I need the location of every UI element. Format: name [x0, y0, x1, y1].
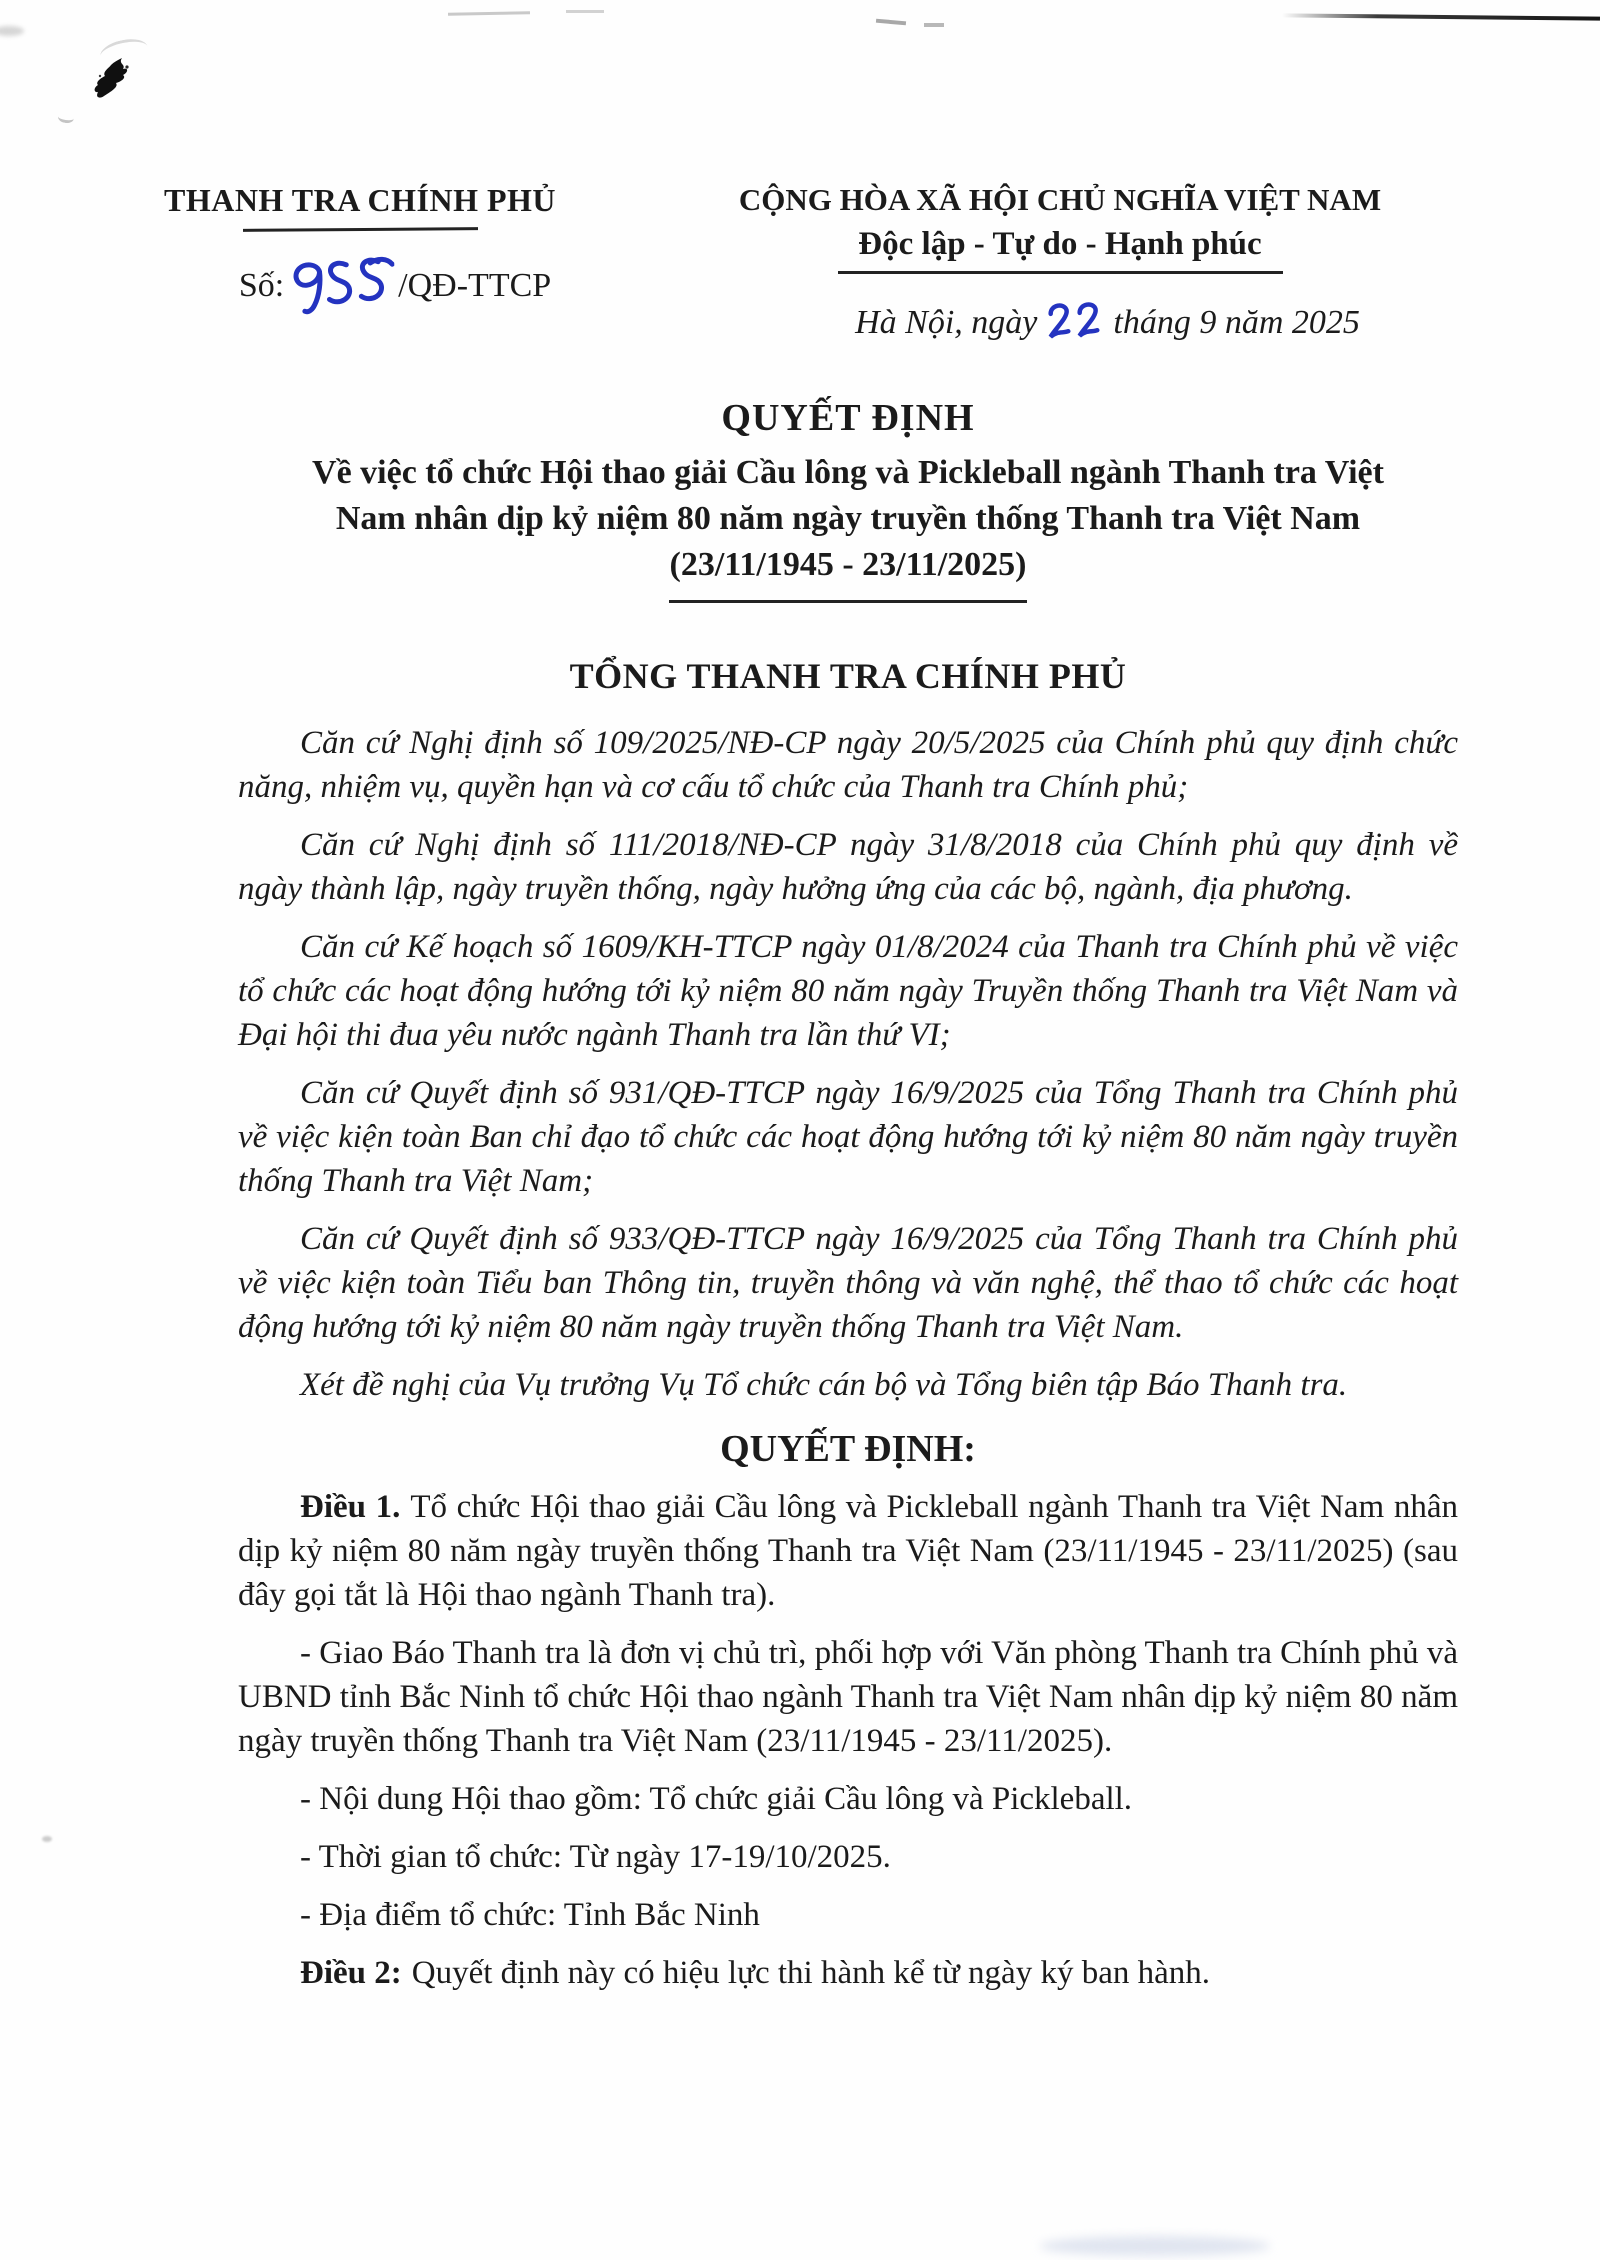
scan-artifact-dash [566, 10, 604, 13]
day-number-value [1107, 297, 1108, 298]
scan-artifact-dash [876, 19, 906, 26]
preamble-section [238, 721, 1458, 1407]
national-header-block [650, 182, 1470, 347]
preamble-paragraph: Căn cứ Quyết định số 931/QĐ-TTCP ngày 16/9/2025 của Tổng Thanh tra Chính phủ về việc kiện toàn Ban chỉ đạo tổ chức các hoạt động hướng tới kỷ niệm 80 năm ngày truyền thống Thanh tra Việt Nam; [238, 1075, 1458, 1199]
scan-artifact-top-right-line [1282, 13, 1600, 20]
document-number-line [190, 257, 600, 315]
article-paragraph [238, 1485, 1458, 1617]
place-date-suffix: tháng 9 năm 2025 [1113, 303, 1360, 341]
preamble-paragraph: Xét đề nghị của Vụ trưởng Vụ Tổ chức cán bộ và Tổng biên tập Báo Thanh tra. [300, 1367, 1348, 1403]
article-paragraph [238, 1951, 1458, 1995]
preamble-paragraph: Căn cứ Nghị định số 109/2025/NĐ-CP ngày 20/5/2025 của Chính phủ quy định chức năng, nhiệm vụ, quyền hạn và cơ cấu tổ chức của Thanh tra Chính phủ; [238, 725, 1458, 805]
document-type-heading: QUYẾT ĐỊNH [721, 397, 975, 439]
article-paragraph [238, 1777, 1458, 1821]
scan-artifact-dash [924, 23, 944, 27]
article-text: - Giao Báo Thanh tra là đơn vị chủ trì, phối hợp với Văn phòng Thanh tra Chính phủ và UBND tỉnh Bắc Ninh tổ chức Hội thao ngành Thanh tra Việt Nam nhân dịp kỷ niệm 80 năm ngày truyền thống Thanh tra Việt Nam (23/11/1945 - 23/11/2025). [238, 1635, 1458, 1759]
subject-line: Nam nhân dịp kỷ niệm 80 năm ngày truyền thống Thanh tra Việt Nam [335, 500, 1361, 537]
issuing-agency-block [120, 182, 600, 315]
document-body [238, 396, 1458, 1995]
article-paragraph [238, 1631, 1458, 1763]
handwriting-22-strokes [1043, 297, 1109, 347]
article-label: Điều 1. [300, 1489, 401, 1525]
agency-underline [242, 227, 477, 232]
place-date-line [745, 298, 1470, 347]
preamble-paragraph: Căn cứ Kế hoạch số 1609/KH-TTCP ngày 01/8/2024 của Thanh tra Chính phủ về việc tổ chức các hoạt động hướng tới kỷ niệm 80 năm ngày Truyền thống Thanh tra Việt Nam và Đại hội thi đua yêu nước ngành Thanh tra lần thứ VI; [238, 929, 1458, 1053]
article-text: - Địa điểm tổ chức: Tỉnh Bắc Ninh [300, 1897, 760, 1933]
articles-section [238, 1485, 1458, 1995]
motto-underline [838, 271, 1283, 274]
handwritten-day-number [1043, 297, 1109, 348]
document-number-suffix: /QĐ-TTCP [398, 267, 552, 304]
article-text: Tổ chức Hội thao giải Cầu lông và Pickleball ngành Thanh tra Việt Nam nhân dịp kỷ niệm 80 năm ngày truyền thống Thanh tra Việt Nam (23/11/1945 - 23/11/2025) (sau đây gọi tắt là Hội thao ngành Thanh tra). [238, 1489, 1458, 1613]
handwritten-document-number [286, 255, 396, 317]
scan-artifact-swoosh [98, 35, 150, 67]
national-motto: Độc lập - Tự do - Hạnh phúc [858, 226, 1262, 262]
subject-line: (23/11/1945 - 23/11/2025) [669, 546, 1027, 583]
preamble-paragraph: Căn cứ Quyết định số 933/QĐ-TTCP ngày 16/9/2025 của Tổng Thanh tra Chính phủ về việc kiện toàn Tiểu ban Thông tin, truyền thông và văn nghệ, thể thao tổ chức các hoạt động hướng tới kỷ niệm 80 năm ngày truyền thống Thanh tra Việt Nam. [238, 1221, 1458, 1345]
article-text: - Thời gian tổ chức: Từ ngày 17-19/10/2025. [300, 1839, 891, 1875]
document-subject [238, 450, 1458, 588]
decision-heading: QUYẾT ĐỊNH: [720, 1428, 976, 1470]
subject-line: Về việc tổ chức Hội thao giải Cầu lông và Pickleball ngành Thanh tra Việt [312, 454, 1384, 491]
article-paragraph [238, 1893, 1458, 1937]
article-paragraph [238, 1835, 1458, 1879]
preamble-paragraph: Căn cứ Nghị định số 111/2018/NĐ-CP ngày 31/8/2018 của Chính phủ quy định về ngày thành lập, ngày truyền thống, ngày hưởng ứng của các bộ, ngành, địa phương. [238, 827, 1458, 907]
scan-artifact-mark [57, 111, 74, 124]
place-date-prefix: Hà Nội, ngày [855, 303, 1038, 341]
document-number-label: Số: [238, 267, 285, 304]
handwriting-955-strokes [286, 255, 396, 317]
issuing-agency-name: THANH TRA CHÍNH PHỦ [163, 182, 557, 218]
article-label: Điều 2: [300, 1955, 402, 1991]
article-text: - Nội dung Hội thao gồm: Tổ chức giải Cầu lông và Pickleball. [300, 1781, 1133, 1817]
scan-artifact-bottom-smudge [1040, 2236, 1270, 2256]
scan-artifact-dash [448, 11, 530, 15]
issuing-authority-heading: TỔNG THANH TRA CHÍNH PHỦ [569, 656, 1127, 696]
scan-artifact-edge-smudge [0, 26, 24, 36]
scan-artifact-ink-blot [92, 56, 134, 104]
scan-artifact-speck [42, 1836, 52, 1842]
country-name: CỘNG HÒA XÃ HỘI CHỦ NGHĨA VIỆT NAM [738, 182, 1382, 217]
document-number-value [394, 255, 395, 256]
article-text: Quyết định này có hiệu lực thi hành kể từ ngày ký ban hành. [411, 1955, 1211, 1991]
title-divider [669, 600, 1027, 603]
